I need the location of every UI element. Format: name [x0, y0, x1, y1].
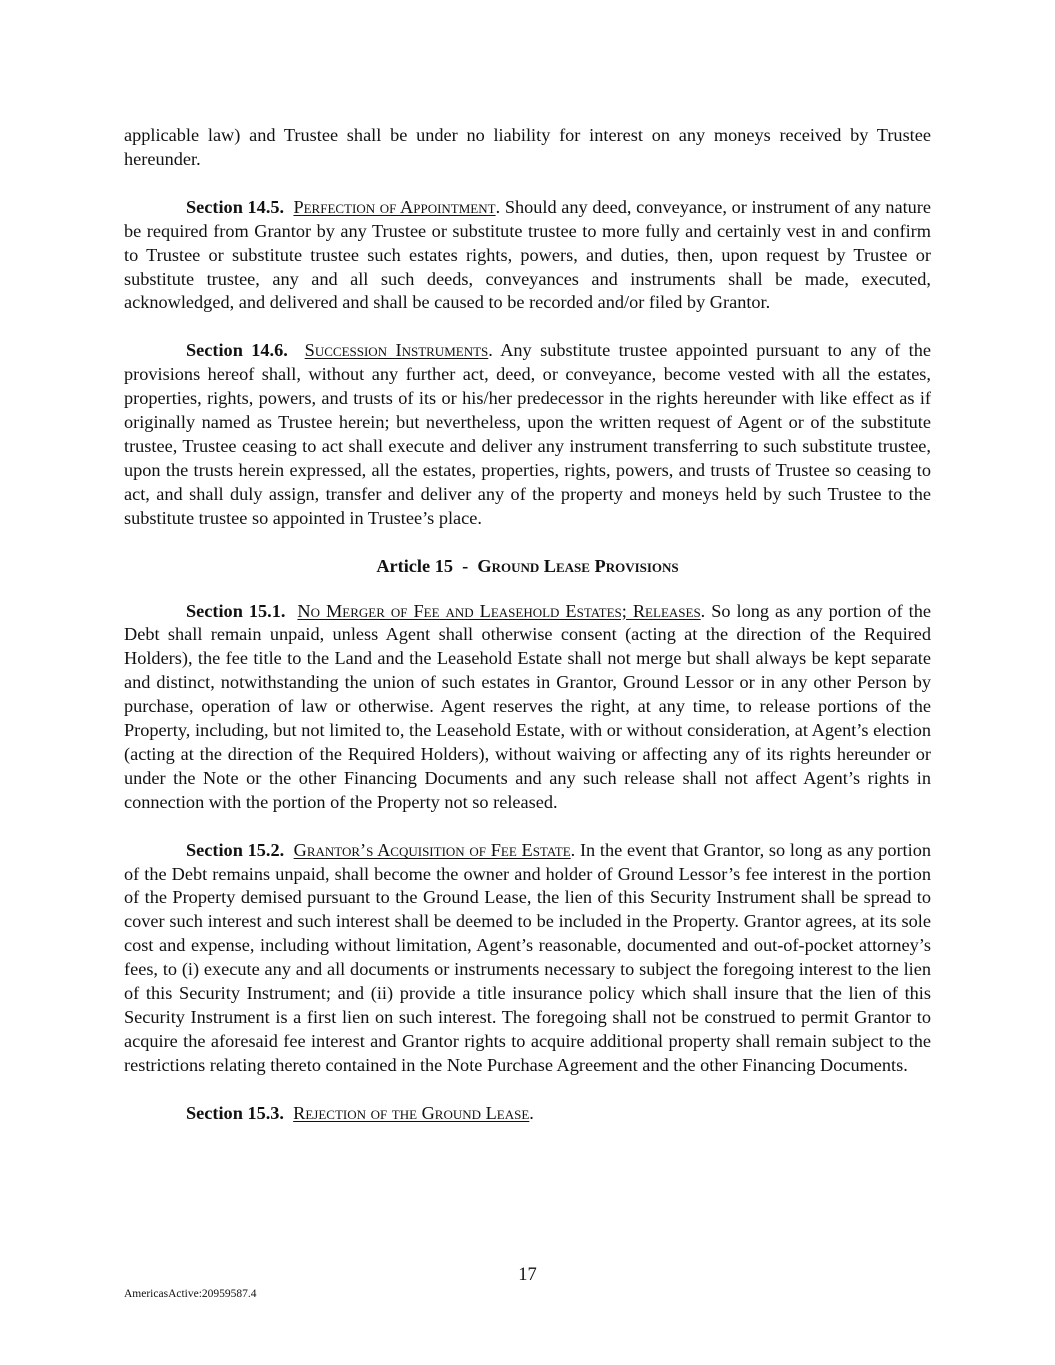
section-heading: Succession Instruments [304, 340, 489, 361]
intro-paragraph [124, 124, 931, 172]
section-15-1 [124, 600, 931, 815]
section-number: Section 15.2. [186, 839, 285, 860]
article-15-heading [124, 555, 931, 579]
section-body: . Should any deed, conveyance, or instrument of any nature be required from Grantor by any Trustee or substitute trustee to more fully and certainly vest in and confirm to Trustee or substitute trustee such estates rights, powers, and duties, then, upon request by Trustee or substitute trustee, any and all such deeds, conveyances and instruments shall be made, executed, acknowledged, and delivered and shall be caused to be recorded and/or filed by Grantor. [124, 196, 931, 313]
section-body: . [529, 1102, 534, 1123]
section-heading: No Merger of Fee and Leasehold Estates; Releases [297, 600, 701, 621]
section-number: Section 14.5. [186, 196, 285, 217]
section-heading: Grantor’s Acquisition of Fee Estate [293, 839, 571, 860]
section-number: Section 15.3. [186, 1102, 285, 1123]
section-15-3 [124, 1102, 931, 1126]
intro-text: applicable law) and Trustee shall be under no liability for interest on any moneys received by Trustee hereunder. [124, 125, 931, 169]
section-heading: Perfection of Appointment [293, 196, 496, 217]
section-body: . So long as any portion of the Debt shall remain unpaid, unless Agent shall otherwise consent (acting at the direction of the Required Holders), the fee title to the Land and the Leasehold Estate shall not merge but shall always be kept separate and distinct, notwithstanding the union of such estates in Grantor, Ground Lessor or in any other Person by purchase, operation of law or otherwise. Agent reserves the right, at any time, to release portions of the Property, including, but not limited to, the Leasehold Estate, with or without consideration, at Agent’s election (acting at the direction of the Required Holders), without waiving or affecting any of its rights hereunder or under the Note or the other Financing Documents and any such release shall not affect Agent’s rights in connection with the portion of the Property not so released. [124, 600, 931, 812]
article-label: Article 15 - [376, 555, 478, 576]
document-id: AmericasActive:20959587.4 [124, 1288, 257, 1300]
page-number: 17 [518, 1265, 537, 1285]
section-14-5 [124, 196, 931, 316]
section-heading: Rejection of the Ground Lease [293, 1102, 530, 1123]
document-page [124, 124, 931, 1150]
section-number: Section 15.1. [186, 600, 286, 621]
section-number: Section 14.6. [186, 340, 288, 361]
section-body: . In the event that Grantor, so long as any portion of the Debt remains unpaid, shall become the owner and holder of Ground Lessor’s fee interest in the portion of the Property demised pursuant to the Ground Lease, the lien of this Security Instrument shall be spread to cover such interest and such interest shall be deemed to be included in the Property. Grantor agrees, at its sole cost and expense, including without limitation, Agent’s reasonable, documented and out-of-pocket attorney’s fees, to (i) execute any and all documents or instruments necessary to subject the foregoing interest to the lien of this Security Instrument; and (ii) provide a title insurance policy which shall insure that the lien of this Security Instrument is a first lien on such interest. The foregoing shall not be construed to permit Grantor to acquire the aforesaid fee interest and Grantor rights to acquire additional property shall remain subject to the restrictions relating thereto contained in the Note Purchase Agreement and the other Financing Documents. [124, 839, 931, 1075]
section-body: . Any substitute trustee appointed pursuant to any of the provisions hereof shall, without any further act, deed, or conveyance, become vested with all the estates, properties, rights, powers, and trusts of its or his/her predecessor in the rights hereunder with like effect as if originally named as Trustee herein; but nevertheless, upon the written request of Agent or of the substitute trustee, Trustee ceasing to act shall execute and deliver any instrument transferring to such substitute trustee, upon the trusts herein expressed, all the estates, properties, rights, powers, and trusts of Trustee so ceasing to act, and shall duly assign, transfer and deliver any of the property and moneys held by such Trustee to the substitute trustee so appointed in Trustee’s place. [124, 340, 931, 528]
section-15-2 [124, 839, 931, 1078]
section-14-6 [124, 339, 931, 530]
article-title: Ground Lease Provisions [477, 555, 679, 576]
